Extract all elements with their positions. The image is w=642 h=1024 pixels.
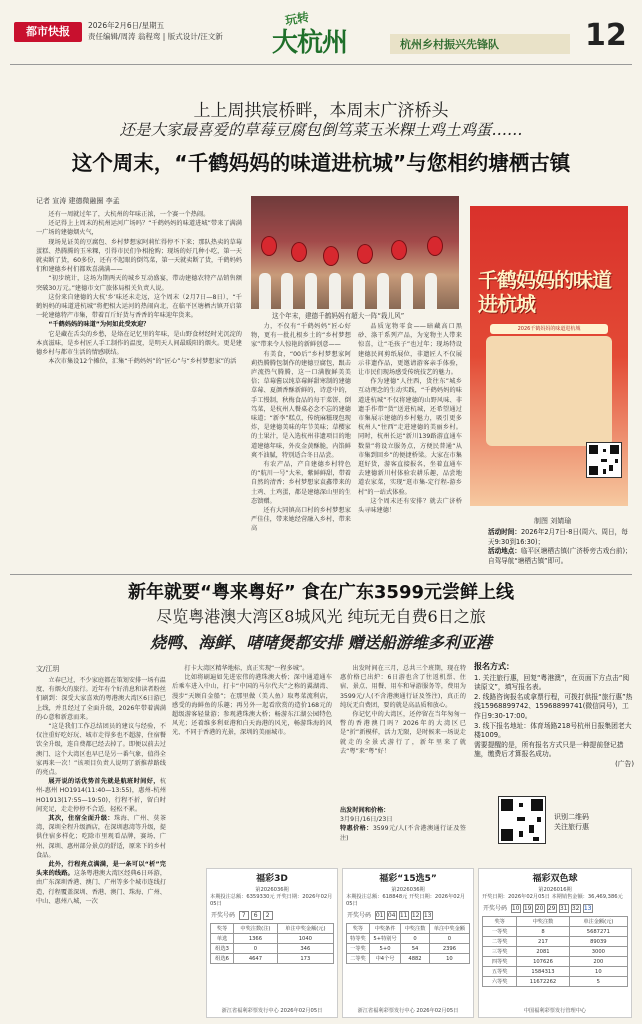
newspaper-logo: 都市快报: [14, 22, 82, 42]
lottery-sales: 本期投注总额：618848元 开奖日期：2026年02月05日: [346, 894, 466, 907]
table-row: [483, 927, 628, 937]
number-ball: 12: [411, 912, 420, 919]
highlight-text: 杭州-惠州 HO1914(11:40—13:55)，惠州-杭州 HO1913(17:55—19:50)，行程不折，留白时间充足，走走停停不合适，轻松不累。: [36, 778, 166, 813]
person-figure: [377, 273, 389, 309]
table-cell: 346: [277, 944, 333, 954]
person-figure: [401, 273, 413, 309]
lantern-icon: [323, 246, 339, 266]
table-cell: 0: [234, 944, 277, 954]
table-header: 单注中奖金额(元): [277, 924, 333, 934]
lottery-title: 福彩3D: [256, 874, 288, 884]
paragraph: 品质宠物零食——暗藏高口黑砂、涤干系列产品，为宠物主人带来惊喜，让“毛孩子”也过年；现场特设建德民间剪纸展位，非遗匠人不仅展示非遗作品，更邀请游客亲手体验，让市民们现场感受传统技艺的魅力。: [358, 323, 462, 377]
red-ball: 32: [571, 905, 580, 912]
lantern-icon: [291, 242, 307, 262]
table-cell: 六等奖: [483, 977, 517, 987]
lantern-icon: [427, 236, 443, 256]
paragraph: 作为建德“人往西，货往东”城乡互动理念的生动实践，“千鹤妈妈的味道进杭城”不仅将建德的山野风味、非遗手作带“货”送进杭城，还希望通过市集展示建德的乡村魅力，吸引更多杭州人“往西”走进建德的美丽乡村。同时，杭州长运“新川139路游直通车数量”将设立服务点，方便民普通“从市集到回乡”的便捷桥梁。大家在市集逛好货，游客直接报名，坐着直通车去建德新川村体验农耕乐趣，品尝地道农家菜，实现“逛市集-定行程-游乡村”的一站式体验。: [358, 378, 462, 496]
highlight: 其次，住宿全面升级：: [48, 815, 114, 823]
graphic-credit: 制图 刘婧瑜: [534, 517, 572, 525]
paragraph: 你记忆中的大湾区，还停留在当年匆匆一瞥的香港澳门吗？2026年的大湾区已是“折”新模样，活力无限，是时候来一场说走就走的全景式游行了，新年里来了就去“粤”来“粤”好！: [340, 711, 466, 755]
activity-info: [488, 528, 632, 566]
poster-subtitle: 2026千鹤妈妈的味道进杭城: [517, 326, 581, 332]
table-cell: 一等奖: [347, 944, 370, 954]
table-row: [483, 967, 628, 977]
number-ball: 7: [239, 911, 249, 920]
person-figure: [353, 273, 365, 309]
table-row: [211, 934, 334, 944]
editors-line: 责任编辑/周涛 翁程鸾 | 版式设计/汪文新: [88, 32, 223, 41]
lottery-ssq: [478, 868, 632, 1018]
qr-label: 识别二维码: [554, 813, 589, 821]
table-cell: 2081: [517, 947, 569, 957]
table-row: [347, 944, 470, 954]
lantern-icon: [391, 240, 407, 260]
prize-table: [210, 923, 334, 964]
table-cell: 5687271: [569, 927, 627, 937]
number-ball: 2: [263, 911, 273, 920]
table-cell: 单选: [211, 934, 234, 944]
table-row: [483, 957, 628, 967]
special-price-label: 特惠价格：: [340, 825, 373, 833]
table-cell: 中4个号: [369, 954, 400, 964]
signup-item: 3. 线下报名地址：体育场路218号杭州日报集团老大楼1009。: [474, 721, 632, 740]
person-figure: [281, 273, 293, 309]
ad-tag: (广告): [615, 759, 634, 768]
story1-headline-1: 上上周拱宸桥畔，本周末广济桥头: [193, 101, 449, 121]
paragraph: [36, 777, 166, 814]
lottery-numbers: [343, 910, 473, 920]
departure-dates: 3月9日/16日/23日: [340, 816, 393, 824]
table-cell: 10: [429, 954, 469, 964]
activity-time-value: 2026年2月7日-8日(周六、周日，每天9:30到16:30)；: [488, 528, 628, 546]
table-cell: 2396: [429, 944, 469, 954]
story1-headline-2: 还是大家最喜爱的草莓豆腐包倒笃菜玉米粿土鸡土鸡蛋……: [119, 121, 523, 139]
paragraph: [36, 814, 166, 860]
story1-headline-3: 这个周末，“千鹤妈妈的味道进杭城”与您相约塘栖古镇: [71, 151, 571, 175]
table-header: 中奖注数(注): [234, 924, 277, 934]
paragraph: “初步统计，这场为期两天的城乡互动盛宴，带动建德农特产品销售额突破30万元。”建德市文广旅体局相关负责人说。: [36, 275, 242, 292]
highlight-text: 这条粤港澳大湾区经典6日环游，由广东深圳香港、澳门、广州等多个城市连线打造，行程覆盖深圳、香港、澳门、珠海、广州、中山、惠州八城，一次: [36, 870, 167, 905]
table-row: [347, 934, 470, 944]
table-cell: 4647: [234, 954, 277, 964]
person-figure: [259, 273, 271, 309]
lottery-footer: 浙江省福利彩票发行中心 2026年02月05日: [357, 1008, 459, 1014]
person-figure: [425, 273, 437, 309]
table-row: [483, 977, 628, 987]
table-cell: 54: [401, 944, 430, 954]
paragraph: 有美食，“00后”乡村梦想家阿莉热腾腾包制作的建德豆腐包，跟击庐流热气腾腾，这一口满腹鲜美美倍；草莓酱以纯草莓鲜甜寒制的建德草莓、夏颜香酥新鲜的，诗意中的，手工慢制，秋梅食品的每干菜饼、倒笃菜，是杭州人餐桌必念不忘的建德味道；“新李”糕点，传统麻糍现包现炸，是建德美味的年节美味；草樱家的土果汁，是入选杭州非遗项目的地道建德年味，外皮金黄酥脆，内馅鲜爽不油腻，特别适合冬日品尝。: [251, 350, 351, 459]
signup-title: 报名方式：: [474, 662, 514, 671]
person-figure: [305, 273, 317, 309]
prize-table: [482, 916, 628, 987]
table-row: [483, 937, 628, 947]
poster-food-image: [486, 336, 612, 446]
travel-qr-code[interactable]: [498, 796, 546, 844]
special-price-value: 3599元/人(不含港澳通行证及签注): [340, 825, 466, 842]
activity-time: [488, 528, 632, 547]
table-cell: 173: [277, 954, 333, 964]
table-cell: 217: [517, 937, 569, 947]
special-price: [340, 824, 466, 842]
signup-item: 2. 线路咨询报名或拿票行程，可拨打供报“旅行惠”热线15968899742、15968899741(微信同号)，工作日9:30-17:00。: [474, 692, 633, 720]
table-cell: 5+0: [369, 944, 400, 954]
activity-place-value: 临平区塘栖古镇(广济桥旁古戏台前)；自驾导航“塘栖古镇”即可。: [488, 547, 632, 565]
numbers-label: 开奖号码: [483, 905, 508, 912]
numbers-label: 开奖号码: [347, 912, 372, 919]
table-cell: 3000: [569, 947, 627, 957]
story1-column-3: [358, 322, 462, 572]
paragraph: 还有大同镇高口村的乡村梦想家严佳佳，带来她经营融入乡村，带来高: [251, 507, 351, 533]
lottery-footer: 中国福利彩票发行管理中心: [523, 1008, 587, 1014]
lottery-issue: 第2026036期: [391, 887, 425, 893]
paragraph: 这个周末还有安排？就去广济桥头寻味建德！: [358, 497, 462, 515]
lottery-numbers: [207, 910, 337, 920]
paragraph: 这份来自建德的大杭‘乡’味还未走远，这个周末（2月7日—8日），“千鹤妈妈的味道进杭城”将把相大运河的热闹向北，在临平区塘栖古镇开启第一轮建德特产市集，带着百斤好货与香香的年味迎年货来。: [36, 293, 242, 320]
table-cell: 二等奖: [347, 954, 370, 964]
paragraph: [36, 860, 166, 906]
table-header: 单注金额(元): [569, 917, 627, 927]
table-cell: 组选3: [211, 944, 234, 954]
issue-meta: [88, 20, 223, 42]
section-divider: [10, 574, 632, 575]
signup-box: [474, 662, 634, 770]
activity-place-label: 活动地点：: [488, 547, 521, 556]
table-cell: 组选6: [211, 954, 234, 964]
prize-table: [346, 923, 470, 964]
number-ball: 01: [375, 912, 384, 919]
red-ball: 10: [511, 905, 520, 912]
table-cell: 二等奖: [483, 937, 517, 947]
numbers-label: 开奖号码: [211, 912, 236, 919]
table-header: 中奖条件: [369, 924, 400, 934]
poster-title: 千鹤妈妈的味道进杭城: [478, 268, 611, 316]
table-header: 奖等: [347, 924, 370, 934]
number-ball: 13: [423, 912, 432, 919]
brand-small-text: 玩转: [284, 10, 311, 28]
table-cell: 4882: [401, 954, 430, 964]
activity-place: [488, 547, 632, 566]
story2-author: 文/江玥: [36, 665, 60, 673]
lottery-issue: 第2026036期: [255, 887, 289, 893]
departure-info: [340, 806, 466, 843]
story1-photo: [251, 196, 459, 309]
table-cell: 200: [569, 957, 627, 967]
story2-headline-1: 新年就要“粤来粤好” 食在广东3599元尝鲜上线: [127, 582, 515, 603]
table-row: [483, 947, 628, 957]
table-cell: 8: [517, 927, 569, 937]
red-ball: 29: [547, 905, 556, 912]
event-poster: [470, 206, 628, 506]
highlight: 展开说的话优势首先就是航班时间好，: [48, 778, 160, 786]
page-number: 12: [585, 18, 627, 53]
paragraph-question: “千鹤妈妈的味道”为何如此受欢迎？: [48, 321, 150, 329]
red-ball: 19: [523, 905, 532, 912]
story2-column-3: [340, 664, 466, 804]
highlight-text: 珠海、广州、莫茶湾，深圳全程升级酒店，在深圳惠湾等升级，提供住宿多样化；吃除市里观看品牌，赛场、广州、深圳、惠州部分景点的舒适，原来下的乡村食品。: [36, 815, 167, 859]
table-cell: 1584313: [517, 967, 569, 977]
qr-hint: [554, 812, 589, 832]
paragraph: 现场见证美的豆腐包、乡村梦想家阿莉忙得停不下来；那队热卖的草莓蛋糕、热腾腾的玉米粿，引得市民们争相抢购；现场的好几种小吃，第一天就卖断了货，60多份，还有不起眼的倒笃菜，第一天就卖断了货，千鹤妈妈们和建德乡村们都欢喜满满——: [36, 238, 242, 274]
story2-column-1: [36, 676, 167, 905]
poster-qr-code[interactable]: [586, 442, 622, 478]
person-figure: [329, 273, 341, 309]
table-cell: 1040: [277, 934, 333, 944]
table-header: 中奖注数: [517, 917, 569, 927]
paragraph: 还记得上上周末的杭州运河广场吗？“千鹤妈妈的味道进城”带来了满满一广场的建德烟火气，: [36, 220, 242, 237]
lottery-15x5: [342, 868, 474, 1018]
table-cell: 11672262: [517, 977, 569, 987]
number-ball: 11: [399, 912, 408, 919]
table-cell: 五等奖: [483, 967, 517, 977]
lantern-icon: [261, 236, 277, 256]
signup-item: 1. 关注旅行惠，回复“粤港澳”，在页面下方点击“阅读原文”，填写报名表。: [474, 673, 630, 692]
lottery-title: 福彩双色球: [532, 874, 578, 884]
table-row: [211, 944, 334, 954]
story2-column-2: [172, 664, 332, 864]
table-row: [211, 954, 334, 964]
table-header: 奖等: [211, 924, 234, 934]
qr-label: 关注旅行惠: [554, 823, 589, 831]
lottery-sales: 本期投注总额：6359330元 开奖日期：2026年02月05日: [210, 894, 333, 907]
table-cell: 10: [569, 967, 627, 977]
table-cell: 0: [401, 934, 430, 944]
red-ball: 20: [535, 905, 544, 912]
table-header: 中奖注数: [401, 924, 430, 934]
story1-byline: 记者 宣涛 建德微融圈 李孟: [36, 197, 120, 205]
lottery-fc3d: [206, 868, 338, 1018]
paragraph: 比如将刷遍如先进宏伟的港珠澳大桥；深中通道通车后乘车进入中山，打卡“中国的马尔代夫”之称的翼湖湾、漫步“天顾自金船”；在那里做（美人鱼）取粤菜流利店，感受的海鲜鱼的乐趣；再另外一起看欣赏的造价168元的超级游客轻量游；参观港珠澳大桥；畅游东江湖公园特色风光；还着维多利亚港和白天海港的风光，畅游珠海的风光、不同于香港的光景，深圳的美丽城市。: [172, 674, 332, 737]
paragraph: 本次市集设12个摊位，汇集“千鹤妈妈”的“匠心”与“乡村梦想家”的活: [48, 358, 237, 366]
story1-column-2: [251, 322, 351, 572]
brand-main-text: 大杭州: [272, 28, 348, 58]
table-cell: 特等奖: [347, 934, 370, 944]
signup-item: 需要提醒的是，所有报名方式只是一种提前登记措施，缴费后才算报名成功。: [474, 740, 624, 759]
activity-time-label: 活动时间：: [488, 528, 521, 536]
blue-ball: 13: [583, 905, 592, 912]
paragraph: 还有一周就过年了，大杭州的年味正浓，一个赛一个热闹。: [48, 211, 210, 218]
table-cell: 5+特别号: [369, 934, 400, 944]
lottery-title: 福彩“15选5”: [379, 874, 437, 884]
paragraph: 出发时间在三月，总共三个班期，现在特惠价格已出炉：6日游也含了往返机票、住宿、景点、用餐、用车和导游服务等，费用为3599元/人(不含港澳通行证及签注)，真正的纯玩无自费团，要的就是高品质和放心。: [340, 665, 466, 709]
number-ball: 04: [387, 912, 396, 919]
lottery-sales: 开奖日期：2026年02月05日 本期销售金额：36,469,386元: [482, 894, 623, 900]
lottery-footer: 浙江省福利彩票发行中心 2026年02月05日: [221, 1008, 323, 1014]
table-cell: 5: [569, 977, 627, 987]
red-ball: 31: [559, 905, 568, 912]
paragraph: 它是藏在舌尖的乡愁，是烙在记忆里的年味，是山野食材经时光沉淀的本真滋味，是乡村匠人手工制作的温度，是明天人间最暖阳的烟火。更是建德乡村与都市生活的情感联结。: [36, 330, 242, 357]
story1-column-1: [36, 210, 242, 570]
paragraph: 力，不仅有“千鹤妈妈”匠心好物，更有一批扎根乡土的“乡村梦想家”带来令人惊艳的新鲜创意——: [251, 323, 351, 349]
table-cell: 89039: [569, 937, 627, 947]
photo-caption: 这个年末，建德千鹤妈妈有超大一阵“栽儿风”: [272, 312, 405, 320]
issue-date: 2026年2月6日/星期五: [88, 21, 165, 30]
table-cell: 1366: [234, 934, 277, 944]
table-cell: 三等奖: [483, 947, 517, 957]
table-cell: 四等奖: [483, 957, 517, 967]
highlight: 此外，行程亮点满满，是一条可以“析”完头来的线路。: [36, 861, 166, 878]
story2-headline-2: 尽览粤港澳大湾区8城风光 纯玩无自费6日之旅: [156, 607, 486, 626]
table-header: 奖等: [483, 917, 517, 927]
table-cell: 0: [429, 934, 469, 944]
paragraph: 有农产品，产自建德乡村特色的“航川一号”大米，紫鲜鲜甜，带着自然的清香；乡村梦想家袁鑫带来的土鸡、土鸡蛋，都是建德深山里的生态馈赠。: [251, 461, 351, 505]
lantern-icon: [357, 244, 373, 264]
paragraph: 打卡大湾区精华地标，真正实现“一程多城”。: [184, 665, 309, 672]
table-cell: 107626: [517, 957, 569, 967]
header-rule: [10, 64, 632, 65]
dates-label: 出发时间和价格：: [340, 807, 390, 814]
number-ball: 6: [251, 911, 261, 920]
paragraph: “这是我们工作总结团员的建议与经验，不仅注重好吃好玩、城市走得多也不超游，住宿餐饮全升级，连自费都已经去掉了。即便以前去过澳门、这个大湾区也早已是另一番气象，值得全家再来一次！”该项目负责人说明了新推荐路线的亮点。: [36, 723, 166, 777]
section-title: 杭州乡村振兴先锋队: [400, 38, 499, 51]
story2-headline-3: 烧鸭、海鲜、啫啫煲都安排 赠送船游维多利亚港: [150, 633, 492, 652]
table-cell: 一等奖: [483, 927, 517, 937]
table-row: [347, 954, 470, 964]
lottery-issue: 第2026016期: [538, 887, 572, 893]
lottery-numbers: [479, 903, 631, 913]
table-header: 单注中奖金额: [429, 924, 469, 934]
paragraph: 立春已过，不少家庭都在策划安排一场有温度、有烟火的旅行。近年有个好消息和读者粉丝们刷到：深受大家喜欢的粤港澳大湾区6日游已上线，并且经过了全面升级，2026年带着满满的心意和新意而来。: [36, 677, 166, 721]
